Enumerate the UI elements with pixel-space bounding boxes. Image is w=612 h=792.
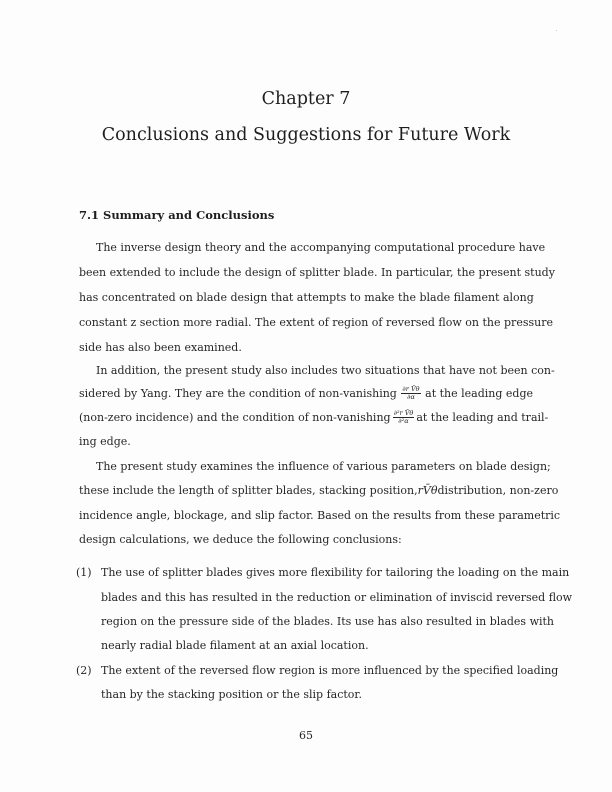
paragraph-3-text: distribution, non-zero — [437, 484, 559, 497]
chapter-label: Chapter 7 — [261, 89, 351, 109]
conclusion-1-line: region on the pressure side of the blades. Its use has also resulted in blades with — [101, 615, 555, 628]
fraction-numerator: ∂r V̄θ — [402, 385, 420, 393]
paragraph-3-line: design calculations, we deduce the following conclusions: — [79, 533, 402, 546]
velocity-symbol: rV̄θ — [417, 484, 438, 497]
paragraph-2-line: In addition, the present study also includes two situations that have not been con- — [96, 364, 555, 377]
conclusion-1-marker: (1) — [76, 566, 92, 579]
paragraph-3-line — [79, 484, 559, 498]
conclusion-1-line: nearly radial blade filament at an axial location. — [101, 639, 369, 652]
section-heading: 7.1 Summary and Conclusions — [79, 208, 275, 222]
page-number: 65 — [299, 729, 313, 742]
paragraph-2-text: at the leading edge — [425, 386, 533, 400]
paragraph-2-line — [79, 386, 533, 401]
scan-speck — [556, 30, 557, 31]
chapter-title: Conclusions and Suggestions for Future Work — [101, 125, 511, 145]
fraction-numerator: ∂²r V̄θ — [393, 409, 414, 417]
conclusion-2-line: than by the stacking position or the slip factor. — [101, 688, 362, 701]
paragraph-1-line: The inverse design theory and the accompanying computational procedure have — [96, 241, 546, 254]
paragraph-1-line: constant z section more radial. The extent of region of reversed flow on the pressure — [79, 316, 553, 329]
paragraph-2-line: ing edge. — [79, 435, 131, 448]
fraction-denominator: ∂α — [407, 393, 415, 401]
paragraph-3-line: The present study examines the influence of various parameters on blade design; — [96, 460, 551, 473]
paragraph-2-line — [79, 409, 549, 425]
paragraph-2-text: sidered by Yang. They are the condition of non-vanishing — [79, 386, 397, 400]
paragraph-3-line: incidence angle, blockage, and slip factor. Based on the results from these parametric — [79, 509, 561, 522]
paragraph-1-line: been extended to include the design of splitter blade. In particular, the present study — [79, 266, 555, 279]
paragraph-2-text: (non-zero incidence) and the condition of non-vanishing — [79, 410, 391, 424]
conclusion-2-marker: (2) — [76, 664, 92, 677]
second-derivative-fraction — [393, 410, 415, 425]
partial-derivative-fraction — [401, 386, 420, 401]
conclusion-1-line: blades and this has resulted in the reduction or elimination of inviscid reversed flow — [101, 591, 573, 604]
paragraph-3-text: these include the length of splitter blades, stacking position, — [79, 484, 418, 497]
paragraph-1-line: side has also been examined. — [79, 341, 242, 354]
conclusion-1-line: The use of splitter blades gives more flexibility for tailoring the loading on the main — [101, 566, 570, 579]
conclusion-2-line: The extent of the reversed flow region is more influenced by the specified loading — [101, 664, 559, 677]
paragraph-1-line: has concentrated on blade design that attempts to make the blade filament along — [79, 291, 534, 304]
paragraph-2-text: at the leading and trail- — [416, 410, 549, 424]
fraction-denominator: ∂²α — [398, 417, 409, 425]
